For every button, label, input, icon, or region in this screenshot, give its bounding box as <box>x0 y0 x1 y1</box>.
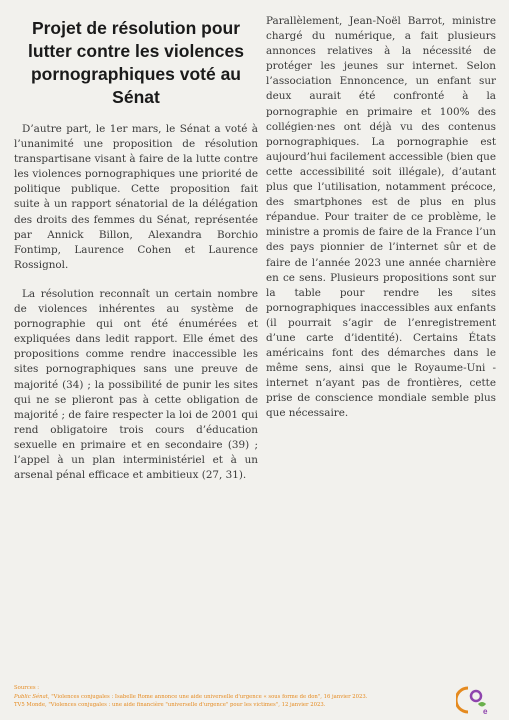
svg-text:e: e <box>483 707 488 716</box>
source-line-1 <box>14 693 454 702</box>
left-column <box>14 0 258 483</box>
source-1-publication: Public Sénat <box>14 693 48 700</box>
right-column <box>266 0 496 422</box>
article-title: Projet de résolution pour lutter contre les violences pornographiques voté au Sénat <box>28 18 244 107</box>
body-paragraph-1: D’autre part, le 1er mars, le Sénat a voté à l’unanimité une proposition de résolution transpartisane visant à faire de la lutte contre les violences pornographiques une priorité de politique publique. Cette proposition fait suite à un rapport sénatorial de la délégation des droits des femmes du Sénat, représentée par Annick Billon, Alexandra Borchio Fontimp, Laurence Cohen et Laurence Rossignol. <box>14 123 258 271</box>
organization-logo <box>456 684 496 716</box>
body-paragraph-2: La résolution reconnaît un certain nombre de violences inhérentes au système de pornographie qui ont été énumérées et expliquées dans ledit rapport. Elle émet des propositions comme rendre inaccessible les sites pornographiques sans une preuve de majorité (34) ; la possibilité de punir les sites qui ne se plieront pas à cette obligation de majorité ; de faire respecter la loi de 2001 qui rend obligatoire trois cours d’éducation sexuelle en primaire et en secondaire (39) ; l’appel à un plan interministériel et à un arsenal pénal efficace et ambitieux (27, 31). <box>14 287 258 482</box>
source-1-detail: , "Violences conjugales : Isabelle Rome annonce une aide universelle d'urgence « sous forme de don", 16 janvier 2023. <box>47 693 368 700</box>
sources-footer <box>14 684 454 710</box>
sources-heading: Sources : <box>14 685 40 691</box>
body-paragraph-3: Parallèlement, Jean-Noël Barrot, ministre chargé du numérique, a fait plusieurs annonces relatives à la nécessité de protéger les jeunes sur internet. Selon l’association Ennoncence, un enfant sur deux aurait été confronté à la pornographie en primaire et 100% des collégien·nes ont déjà vu des contenus pornographiques. La pornographie est aujourd’hui facilement accessible (bien que cette accessibilité soit illégale), d’autant plus que l’utilisation, notamment précoce, des smartphones est de plus en plus répandue. Pour traiter de ce problème, le ministre a promis de faire de la France l’un des pays pionnier de l’internet sûr et de faire de l’année 2023 une année charnière en ce sens. Plusieurs propositions sont sur la table pour rendre les sites pornographiques inaccessibles aux enfants (il pourrait s’agir de l’enregistrement d’une carte d’identité). Certains États américains font des démarches dans le même sens, ainsi que le Royaume-Uni - internet n’ayant pas de frontières, cette prise de conscience mondiale semble plus que nécessaire. <box>266 15 496 420</box>
source-line-2: TV5 Monde, "Violences conjugales : une aide financière "universelle d'urgence" pour les victimes", 12 janvier 2023. <box>14 702 326 708</box>
